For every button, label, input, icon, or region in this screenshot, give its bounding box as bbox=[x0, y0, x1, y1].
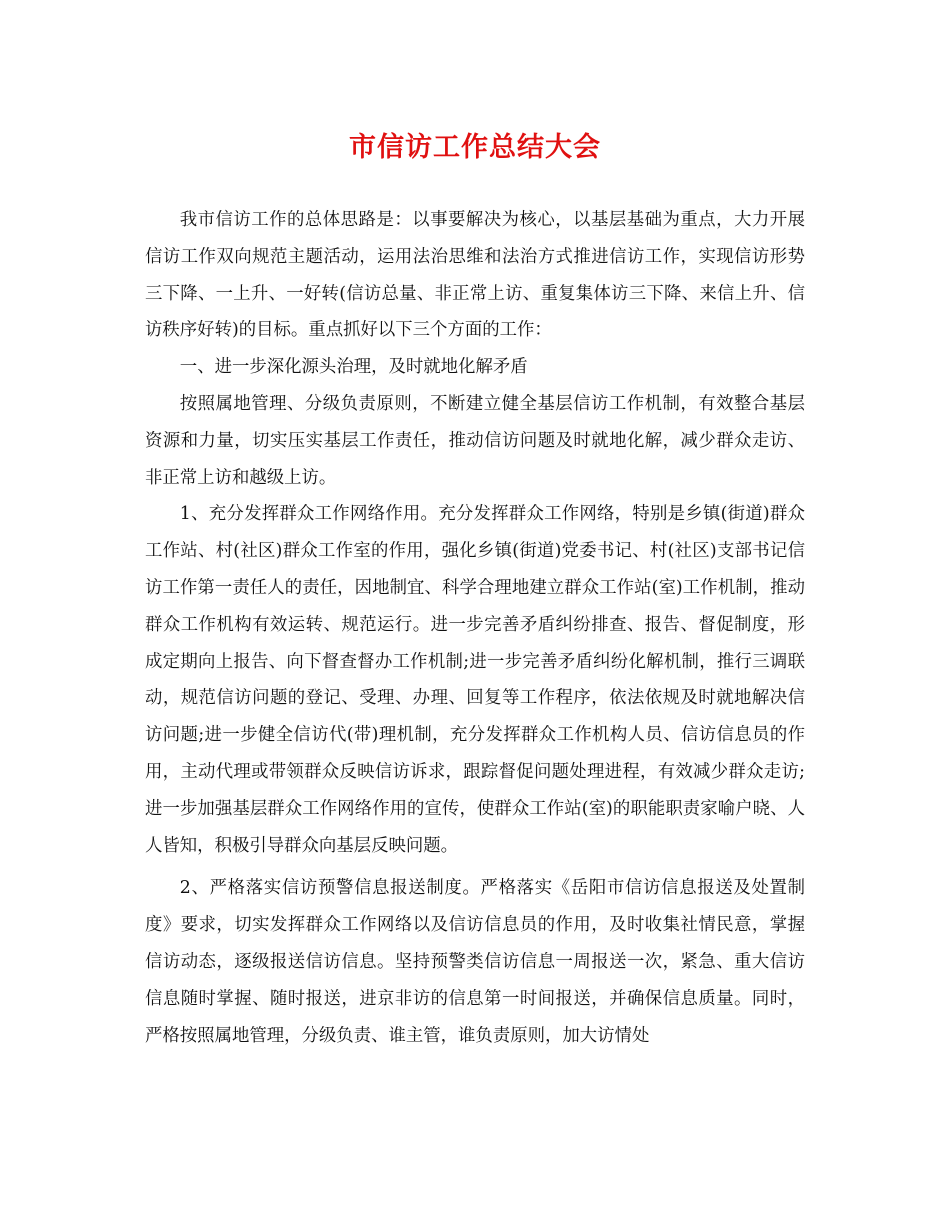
document-body bbox=[145, 202, 805, 1054]
section-heading-1: 一、进一步深化源头治理，及时就地化解矛盾 bbox=[179, 357, 528, 378]
paragraph-item-2: 2、严格落实信访预警信息报送制度。严格落实《岳阳市信访信息报送及处置制度》要求，切实发挥群众工作网络以及信访信息员的作用，及时收集社情民意，掌握信访动态，逐级报送信访信息。坚持预警类信访信息一周报送一次，紧急、重大信访信息随时掌握、随时报送，进京非访的信息第一时间报送，并确保信息质量。同时，严格按照属地管理，分级负责、谁主管，谁负责原则，加大访情处 bbox=[145, 878, 805, 1046]
paragraph-intro: 我市信访工作的总体思路是：以事要解决为核心，以基层基础为重点，大力开展信访工作双向规范主题活动，运用法治思维和法治方式推进信访工作，实现信访形势三下降、一上升、一好转(信访总量、非正常上访、重复集体访三下降、来信上升、信访秩序好转)的目标。重点抓好以下三个方面的工作： bbox=[145, 210, 805, 341]
paragraph-section-1: 按照属地管理、分级负责原则，不断建立健全基层信访工作机制，有效整合基层资源和力量，切实压实基层工作责任，推动信访问题及时就地化解，减少群众走访、非正常上访和越级上访。 bbox=[145, 393, 805, 488]
paragraph-item-1: 1、充分发挥群众工作网络作用。充分发挥群众工作网络，特别是乡镇(街道)群众工作站、村(社区)群众工作室的作用，强化乡镇(街道)党委书记、村(社区)支部书记信访工作第一责任人的责任，因地制宜、科学合理地建立群众工作站(室)工作机制，推动群众工作机构有效运转、规范运行。进一步完善矛盾纠纷排查、报告、督促制度，形成定期向上报告、向下督查督办工作机制;进一步完善矛盾纠纷化解机制，推行三调联动，规范信访问题的登记、受理、办理、回复等工作程序，依法依规及时就地解决信访问题;进一步健全信访代(带)理机制，充分发挥群众工作机构人员、信访信息员的作用，主动代理或带领群众反映信访诉求，跟踪督促问题处理进程，有效减少群众走访;进一步加强基层群众工作网络作用的宣传，使群众工作站(室)的职能职责家喻户晓、人人皆知，积极引导群众向基层反映问题。 bbox=[145, 504, 805, 856]
page-title: 市信访工作总结大会 bbox=[349, 132, 601, 163]
